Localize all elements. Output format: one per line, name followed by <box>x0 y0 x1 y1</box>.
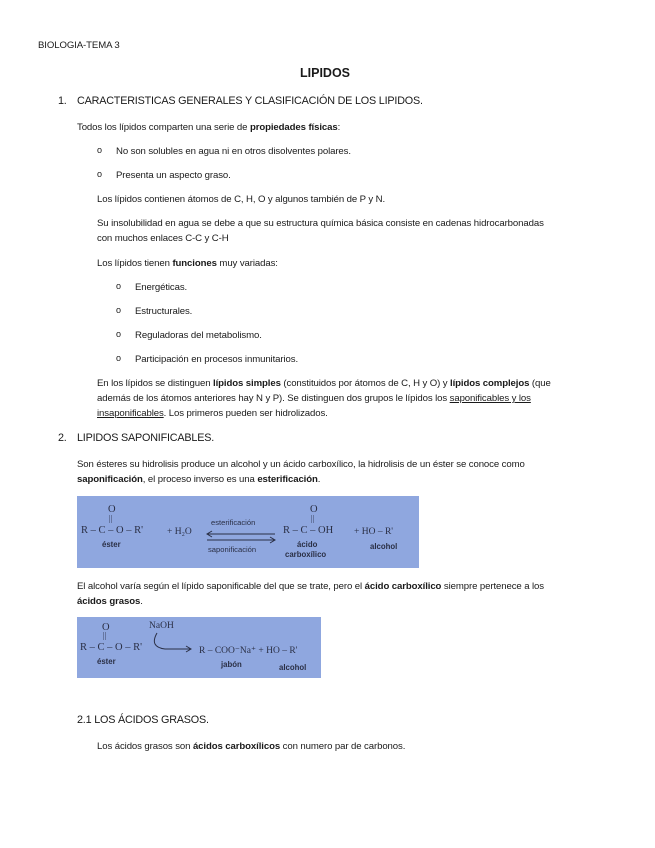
section1-intro: Todos los lípidos comparten una serie de propiedades físicas: <box>77 122 341 133</box>
oxygen-label: O <box>108 504 116 515</box>
function-item: Energéticas. <box>135 282 188 293</box>
section1-heading: CARACTERISTICAS GENERALES Y CLASIFICACIÓN DE LOS LIPIDOS. <box>77 95 423 107</box>
section21-heading: 2.1 LOS ÁCIDOS GRASOS. <box>77 714 209 726</box>
insolubility-line-2: con muchos enlaces C-C y C-H <box>97 233 229 244</box>
page-header: BIOLOGIA-TEMA 3 <box>38 40 120 51</box>
double-bond: || <box>311 514 315 523</box>
section2-heading: LIPIDOS SAPONIFICABLES. <box>77 432 215 444</box>
double-bond: || <box>109 514 113 523</box>
classification-line-1: En los lípidos se distinguen lípidos simples (constituidos por átomos de C, H y O) y lípidos complejos (que <box>97 378 551 389</box>
alcohol-formula: + HO – R' <box>354 527 394 537</box>
property-item: No son solubles en agua ni en otros disolventes polares. <box>116 146 351 157</box>
bullet-icon: o <box>116 305 122 315</box>
bullet-icon: o <box>116 353 122 363</box>
function-item: Reguladoras del metabolismo. <box>135 330 262 341</box>
alcohol-line-2: ácidos grasos. <box>77 596 143 607</box>
saponification-diagram <box>77 617 321 678</box>
esterification-diagram <box>77 496 419 568</box>
soap-label: jabón <box>221 660 242 669</box>
classification-line-2: además de los átomos anteriores hay N y P). Se distinguen dos grupos le lípidos los saponificables y los <box>97 393 531 404</box>
section1-number: 1. <box>58 95 67 107</box>
fatty-acids-paragraph: Los ácidos grasos son ácidos carboxílicos con numero par de carbonos. <box>97 741 406 752</box>
reaction-arrow-icon <box>147 631 195 655</box>
water-term: + H₂O <box>167 527 192 537</box>
saponification-arrow-label: saponificación <box>208 545 257 554</box>
acid-label: ácido <box>297 540 318 549</box>
bullet-icon: o <box>116 281 122 291</box>
alcohol-label: alcohol <box>370 542 398 551</box>
saponification-line-2: saponificación, el proceso inverso es una esterificación. <box>77 474 321 485</box>
alcohol-line-1: El alcohol varía según el lípido saponificable del que se trate, pero el ácido carboxílico siempre pertenece a los <box>77 581 544 592</box>
atoms-paragraph: Los lípidos contienen átomos de C, H, O y algunos también de P y N. <box>97 194 386 205</box>
insolubility-line-1: Su insolubilidad en agua se debe a que su estructura química básica consiste en cadenas hidrocarbonadas <box>97 218 544 229</box>
saponification-line-1: Son ésteres su hidrolisis produce un alcohol y un ácido carboxílico, la hidrolisis de un éster se conoce como <box>77 459 525 470</box>
oxygen-label: O <box>310 504 318 515</box>
reagent-label: NaOH <box>149 621 174 631</box>
ester-label: éster <box>102 540 121 549</box>
products-formula: R – COO⁻Na⁺ + HO – R' <box>199 646 298 656</box>
page-title: LIPIDOS <box>300 66 351 80</box>
oxygen-label: O <box>102 622 110 633</box>
function-item: Participación en procesos inmunitarios. <box>135 354 299 365</box>
ester-label: éster <box>97 657 116 666</box>
bullet-icon: o <box>97 145 103 155</box>
bullet-icon: o <box>116 329 122 339</box>
equilibrium-arrows-icon <box>205 530 277 544</box>
functions-intro: Los lípidos tienen funciones muy variadas: <box>97 258 278 269</box>
acid-label-2: carboxílico <box>285 550 327 559</box>
ester-formula: R – C – O – R' <box>81 525 143 536</box>
bullet-icon: o <box>97 169 103 179</box>
ester-formula: R – C – O – R' <box>80 642 142 653</box>
acid-formula: R – C – OH <box>283 525 334 536</box>
classification-line-3: insaponificables. Los primeros pueden ser hidrolizados. <box>97 408 328 419</box>
function-item: Estructurales. <box>135 306 193 317</box>
esterification-arrow-label: esterificación <box>211 518 256 527</box>
section2-number: 2. <box>58 432 67 444</box>
property-item: Presenta un aspecto graso. <box>116 170 231 181</box>
double-bond: || <box>103 631 107 640</box>
alcohol-label: alcohol <box>279 663 307 672</box>
